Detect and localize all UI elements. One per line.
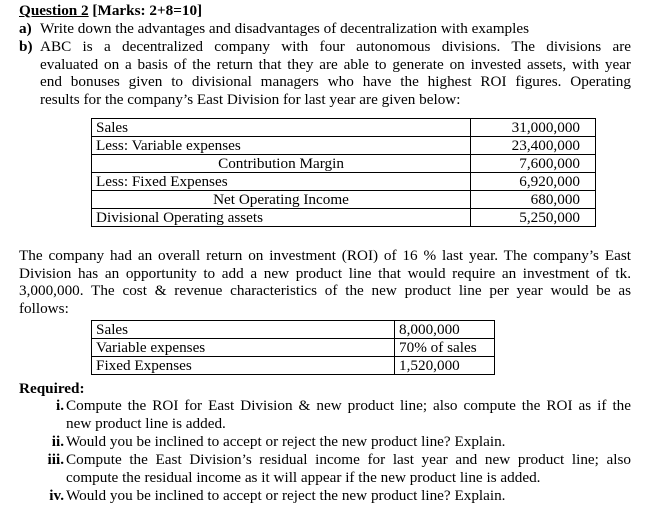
table-row	[92, 209, 596, 227]
new-product-line-table	[91, 320, 495, 375]
table-row	[92, 119, 596, 137]
required-line: Compute the East Division’s residual income for last year and new product line; also	[66, 451, 631, 468]
row-label: Net Operating Income	[92, 191, 471, 209]
part-b-line: end bonuses given to divisional managers who have the highest ROI figures. Operating	[40, 73, 631, 91]
part-a-text: Write down the advantages and disadvantages of decentralization with examples	[40, 20, 530, 37]
question-title: Question 2	[19, 2, 89, 19]
table-row	[92, 191, 596, 209]
east-division-results-table	[91, 118, 596, 227]
table-row	[92, 155, 596, 173]
required-item-number: iii.	[47, 451, 64, 468]
required-item-text	[66, 433, 631, 451]
required-line: Would you be inclined to accept or reject the new product line? Explain.	[66, 487, 506, 504]
row-value: 6,920,000	[471, 173, 596, 191]
row-value: 680,000	[471, 191, 596, 209]
part-b-label: b)	[19, 38, 33, 55]
row-value: 23,400,000	[471, 137, 596, 155]
required-item-text	[66, 451, 631, 486]
row-value: 7,600,000	[471, 155, 596, 173]
row-value: 8,000,000	[395, 321, 495, 339]
table-row	[92, 357, 495, 375]
row-label: Sales	[92, 321, 395, 339]
row-label: Contribution Margin	[92, 155, 471, 173]
row-label: Less: Variable expenses	[92, 137, 471, 155]
required-line: compute the residual income as it will appear if the new product line is added.	[66, 468, 541, 486]
table-row	[92, 173, 596, 191]
part-b-line: results for the company’s East Division for last year are given below:	[40, 90, 461, 108]
row-label: Sales	[92, 119, 471, 137]
question-marks: [Marks: 2+8=10]	[92, 2, 203, 19]
row-label: Fixed Expenses	[92, 357, 395, 375]
part-b-line: ABC is a decentralized company with four autonomous divisions. The divisions are	[40, 38, 631, 55]
table-row	[92, 339, 495, 357]
required-line: Compute the ROI for East Division & new product line; also compute the ROI as if the	[66, 397, 631, 414]
table-row	[92, 137, 596, 155]
required-item-number: i.	[55, 397, 64, 414]
row-value: 1,520,000	[395, 357, 495, 375]
paragraph-line: Division has an opportunity to add a new product line that would require an investment of tk.	[19, 264, 631, 282]
required-line: new product line is added.	[66, 414, 226, 432]
required-item-text	[66, 487, 631, 505]
row-value: 31,000,000	[471, 119, 596, 137]
part-a	[19, 20, 631, 38]
required-item-number: ii.	[51, 433, 64, 450]
row-label: Less: Fixed Expenses	[92, 173, 471, 191]
part-b-line: evaluated on a basis of the return that they are able to generate on invested assets, with year	[40, 55, 631, 73]
question-heading	[19, 2, 202, 20]
part-a-label: a)	[19, 20, 32, 37]
required-title: Required:	[19, 380, 85, 397]
row-value: 5,250,000	[471, 209, 596, 227]
roi-paragraph	[19, 247, 631, 317]
table-row	[92, 321, 495, 339]
paragraph-line: 3,000,000. The cost & revenue characteristics of the new product line per year would be as	[19, 282, 631, 300]
paragraph-line: follows:	[19, 299, 69, 317]
row-label: Variable expenses	[92, 339, 395, 357]
paragraph-line: The company had an overall return on investment (ROI) of 16 % last year. The company’s East	[19, 247, 631, 264]
row-value: 70% of sales	[395, 339, 495, 357]
row-label: Divisional Operating assets	[92, 209, 471, 227]
required-line: Would you be inclined to accept or reject the new product line? Explain.	[66, 433, 506, 450]
required-item-number: iv.	[49, 487, 64, 504]
required-item-text	[66, 397, 631, 432]
part-b-text	[40, 38, 631, 108]
